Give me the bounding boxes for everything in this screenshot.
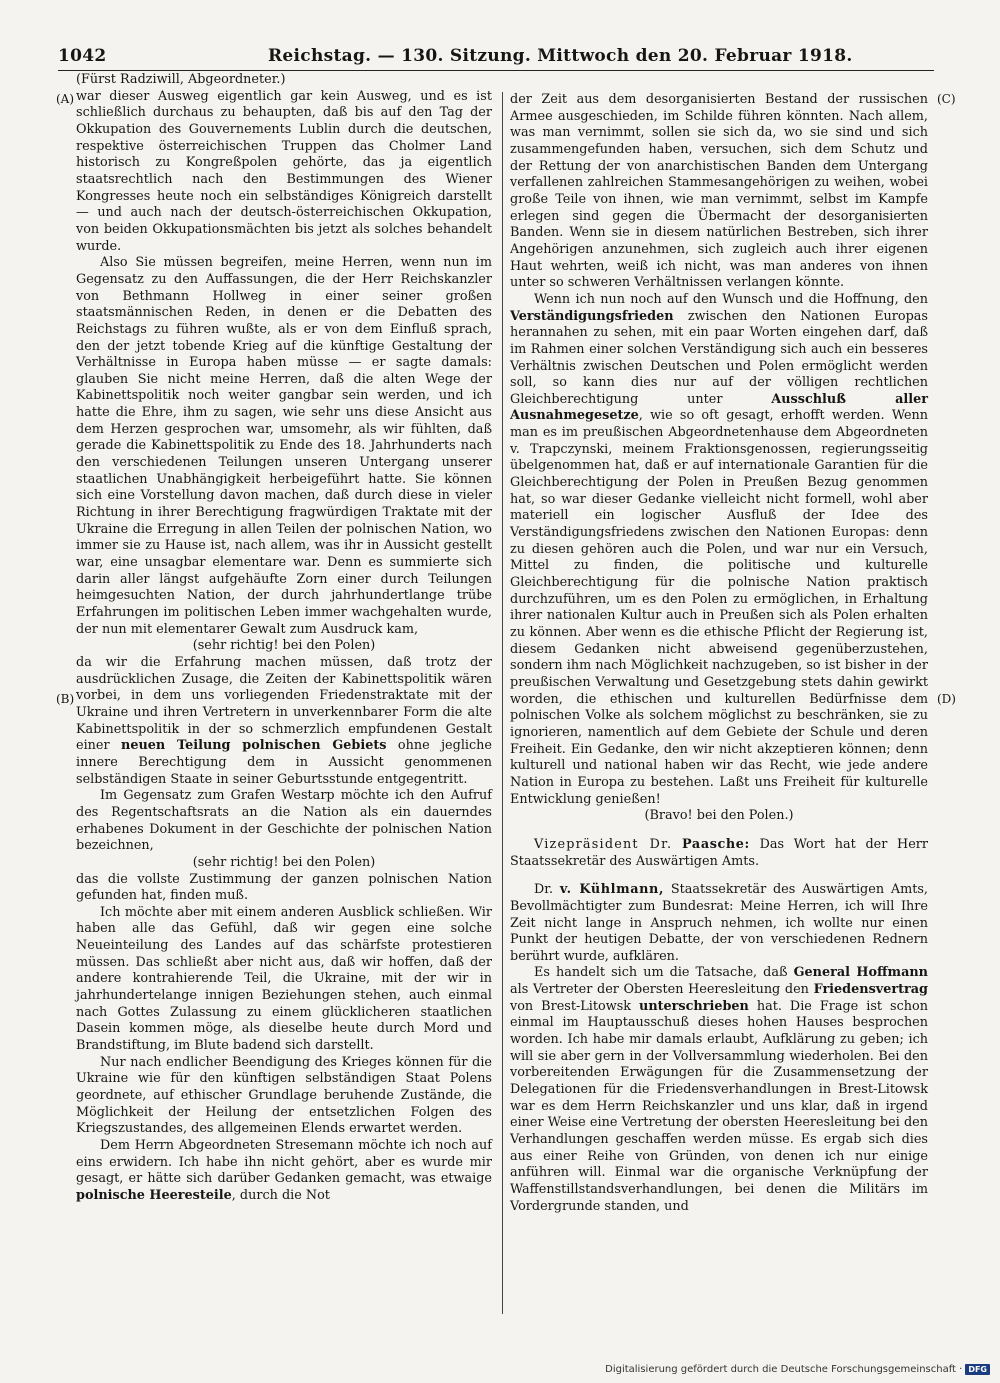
paragraph: Ich möchte aber mit einem anderen Ausblick schließen. Wir haben alle das Gefühl, daß wir gegen eine solche Neueinteilung des Landes auf das schärfste protestieren müssen. Das schließt aber nicht aus, daß wir hoffen, daß der andere kontrahierende Teil, die Ukraine, mit der wir in jahrhundertelange innigen Beziehungen stehen, auch einmal nach Gottes Zulassung zu einem glücklicheren staatlichen Dasein kommen möge, als dieselbe heute durch Mord und Brandstiftung, im Blute badend sich darstellt.	[76, 904, 492, 1054]
paragraph: Wenn ich nun noch auf den Wunsch und die Hoffnung, den Verständigungsfrieden zwischen den Nationen Europas herannahen zu sehen, mit ein paar Worten eingehen darf, daß im Rahmen einer solchen Verständigung sich auch ein besseres Verhältnis zwischen Deutschen und Polen ermöglicht werden soll, so kann dies nur auf der völligen rechtlichen Gleichberechtigung unter Ausschluß aller Ausnahmegesetze, wie so oft gesagt, erhofft werden. Wenn man es im preußischen Abgeordnetenhause dem Abgeordneten v. Trapczynski, meinem Fraktionsgenossen, regierungsseitig übelgenommen hat, daß er auf internationale Garantien für die Gleichberechtigung der Polen in Preußen Bezug genommen hat, so war dieser Gedanke vielleicht nicht formell, wohl aber materiell ein logischer Ausfluß der Idee des Verständigungsfriedens zwischen den Nationen Europas: denn zu diesen gehören auch die Polen, und war nur ein Versuch, Mittel zu finden, die politische und kulturelle Gleichberechtigung für die polnische Nation praktisch durchzuführen, um es den Polen zu ermöglichen, in Erhaltung ihrer nationalen Kultur auch in Preußen sich als Polen erhalten zu können. Aber wenn es die ethische Pflicht der Regierung ist, diesem Gedanken nicht abweisend gegenüberzustehen, sondern ihm nach Möglichkeit nachzugeben, so ist bisher in der preußischen Verwaltung und Gesetzgebung stets dahin gewirkt worden, die ethischen und kulturellen Bedürfnisse dem polnischen Volke als solchem möglichst zu beschränken, sie zu ignorieren, namentlich auf dem Gebiete der Schule und deren Freiheit. Ein Gedanke, den wir nicht akzeptieren können; denn kulturell und national haben wir das Recht, wie jede andere Nation in Europa zu bestehen. Laßt uns Freiheit für kulturelle Entwicklung genießen!	[510, 291, 929, 807]
left-column	[76, 72, 492, 1205]
bold-phrase: Verständigungsfrieden	[510, 308, 674, 324]
margin-letter-a: (A)	[56, 92, 75, 106]
paragraph: Dr. v. Kühlmann, Staatssekretär des Auswärtigen Amts, Bevollmächtigter zum Bundesrat: Meine Herren, ich will Ihre Zeit nicht lange in Anspruch nehmen, ich wollte nur einen Punkt der heutigen Debatte, der von verschiedenen Rednern berührt wurde, aufklären.	[510, 882, 929, 964]
running-title: Reichstag. — 130. Sitzung. Mittwoch den 20. Februar 1918.	[268, 46, 853, 66]
bold-phrase: unterschrieben	[639, 998, 749, 1014]
margin-letter-c: (C)	[937, 92, 956, 106]
spacer	[510, 870, 928, 882]
paragraph: Nur nach endlicher Beendigung des Krieges können für die Ukraine wie für den künftigen selbständigen Staat Polens geordnete, auf ethischer Grundlage beruhende Zustände, die Möglichkeit der Heilung der entsetzlichen Folgen des Kriegszustandes, des allgemeinen Elends erwartet werden.	[76, 1054, 492, 1137]
speaker-name: Paasche:	[682, 836, 750, 852]
paragraph: Es handelt sich um die Tatsache, daß General Hoffmann als Vertreter der Obersten Heeresleitung den Friedensvertrag von Brest-Litowsk unterschrieben hat. Die Frage ist schon einmal im Hauptausschuß dieses hohen Hauses besprochen worden. Ich habe mir damals erlaubt, Aufklärung zu geben; ich will sie aber gern in der Vollversammlung wiederholen. Bei den vorbereitenden Erwägungen für die Zusammensetzung der Delegationen für die Friedensverhandlungen in Brest-Litowsk war es dem Herrn Reichskanzler und uns klar, daß in irgend einer Weise eine Vertretung der obersten Heeresleitung bei den Verhandlungen geschaffen werden müsse. Es ergab sich dies aus einer Reihe von Gründen, von denen ich nur einige anführen will. Einmal war die organische Verknüpfung der Waffenstillstandsverhandlungen, bei denen die Militärs im Vordergrunde standen, und	[510, 965, 928, 1214]
paragraph: der Zeit aus dem desorganisierten Bestand der russischen Armee ausgeschieden, im Schilde führen könnten. Nach allem, was man vernimmt, sollen sie sich da, wo sie sind und sich zusammengefunden haben, versuchen, sich dem Schutz und der Rettung der von anarchistischen Banden dem Untergang verfallenen zahlreichen Stammesangehörigen zu weihen, wobei große Teile von ihnen, wie man vernimmt, selbst im Kampfe erlegen sind gegen die Übermacht der desorganisierten Banden. Wenn sie in diesem natürlichen Bestreben, sich ihrer Angehörigen anzunehmen, sich zugleich auch ihrer eigenen Haut wehrten, weiß ich nicht, was man anderes von ihnen unter so schweren Verhältnissen verlangen könnte.	[510, 92, 928, 291]
interjection: (Bravo! bei den Polen.)	[644, 808, 794, 824]
page-header	[58, 46, 934, 70]
paragraph: da wir die Erfahrung machen müssen, daß trotz der ausdrücklichen Zusage, die Zeiten der Kabinettspolitik wären vorbei, in dem uns vorliegenden Friedenstraktate mit der Ukraine und ihren Vertretern in unverkennbarer Form die alte Kabinettspolitik in der so schmerzlich empfundenen Gestalt einer neuen Teilung polnischen Gebiets ohne jegliche innere Berechtigung dem in Aussicht genommenen selbständigen Staate in seiner Geburtsstunde entgegentritt.	[76, 654, 492, 787]
bold-phrase: General Hoffmann	[793, 965, 928, 981]
bold-phrase: polnische Heeresteile	[76, 1187, 232, 1203]
bold-phrase: Friedensvertrag	[813, 982, 928, 998]
header-rule	[58, 70, 934, 71]
paragraph: Vizepräsident Dr. Paasche: Das Wort hat der Herr Staatssekretär des Auswärtigen Amts.	[510, 836, 929, 869]
page-number: 1042	[58, 46, 107, 66]
paragraph: Im Gegensatz zum Grafen Westarp möchte ich den Aufruf des Regentschaftsrats an die Nation als ein dauerndes erhabenes Dokument in der Geschichte der polnischen Nation bezeichnen,	[76, 788, 492, 854]
footer-text: Digitalisierung gefördert durch die Deutsche Forschungsgemeinschaft ·	[605, 1364, 963, 1375]
paragraph: war dieser Ausweg eigentlich gar kein Ausweg, und es ist schließlich durchaus zu behaupten, daß bis auf den Tag der Okkupation des Gouvernements Lublin durch die deutschen, respektive österreichischen Truppen das Cholmer Land historisch zu Kongreßpolen gehörte, das ja eigentlich staatsrechtlich nach den Bestimmungen des Wiener Kongresses heute noch ein selbständiges Königreich darstellt — und auch nach der deutsch-österreichischen Okkupation, von beiden Okkupationsmächten bis jetzt als solches behandelt wurde.	[76, 88, 492, 254]
speaker-name: v. Kühlmann,	[559, 882, 665, 898]
margin-letter-b: (B)	[56, 692, 75, 706]
funding-footer	[605, 1364, 990, 1375]
margin-letter-d: (D)	[937, 692, 956, 706]
interjection: (sehr richtig! bei den Polen)	[192, 638, 376, 654]
speaker-attribution: (Fürst Radziwill, Abgeordneter.)	[76, 72, 286, 87]
spacer	[510, 825, 928, 837]
paragraph: Dem Herrn Abgeordneten Stresemann möchte ich noch auf eins erwidern. Ich habe ihn nicht gehört, aber es wurde mir gesagt, er hätte sich darüber Gedanken gemacht, was etwaige polnische Heeresteile, durch die Not	[76, 1138, 492, 1203]
bold-phrase: neuen Teilung polnischen Gebiets	[121, 738, 387, 754]
bold-phrase: Ausschluß aller Ausnahmegesetze	[510, 391, 929, 424]
dfg-logo: DFG	[965, 1364, 990, 1375]
interjection: (sehr richtig! bei den Polen)	[192, 854, 376, 870]
column-divider	[502, 92, 503, 1314]
right-column	[510, 92, 928, 1215]
paragraph: Also Sie müssen begreifen, meine Herren, wenn nun im Gegensatz zu den Auffassungen, die der Herr Reichskanzler von Bethmann Hollweg in einer seiner großen staatsmännischen Reden, in denen er die Debatten des Reichstags zu führen wußte, als er von dem Einfluß sprach, den der jetzt tobende Krieg auf die künftige Gestaltung der Verhältnisse in Europa haben müsse — er sagte damals: glauben Sie nicht meine Herren, daß die alten Wege der Kabinettspolitik noch weiter gangbar sein werden, und ich hatte die Ehre, ihm zu sagen, wie sehr uns diese Ansicht aus dem Herzen gesprochen war, umsomehr, als wir fühlten, daß gerade die Kabinettspolitik zu Ende des 18. Jahrhunderts nach den verschiedenen Teilungen unseren Untergang unserer staatlichen Unabhängigkeit herbeigeführt hatte. Sie können sich eine Vorstellung davon machen, daß durch diese in vieler Richtung in ihrer Berechtigung fragwürdigen Traktate mit der Ukraine die Erregung in allen Teilen der polnischen Nation, wo immer sie zu Hause ist, nach allem, was ihr in Aussicht gestellt war, eine unsagbar elementare war. Denn es summierte sich darin aller längst aufgehäufte Zorn einer durch Teilungen heimgesuchten Nation, der durch jahrhundertlange trübe Erfahrungen im politischen Leben immer wachgehalten wurde, der nun mit elementarer Gewalt zum Ausdruck kam,	[76, 255, 492, 637]
paragraph: das die vollste Zustimmung der ganzen polnischen Nation gefunden hat, finden muß.	[76, 871, 492, 904]
